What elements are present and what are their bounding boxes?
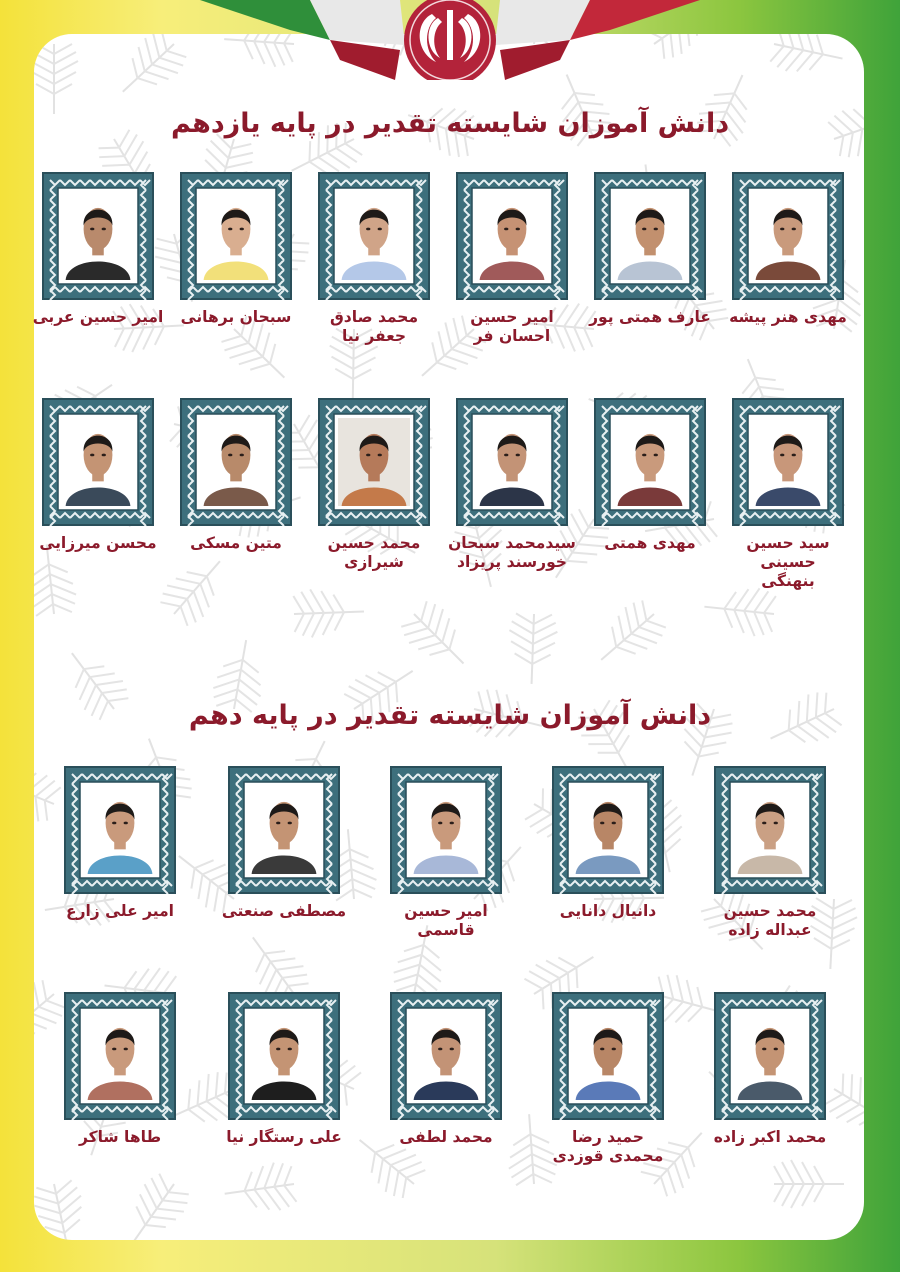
student-photo: [752, 192, 824, 280]
student-name: امیر علی زارع: [65, 902, 174, 920]
student-photo: [476, 418, 548, 506]
student-card: [50, 992, 190, 1147]
photo-frame: [456, 172, 568, 300]
student-photo: [84, 1012, 156, 1100]
student-card: [304, 398, 444, 572]
student-card: [538, 992, 678, 1166]
student-name: امیر حسین احسان فر: [470, 308, 554, 345]
student-card: [376, 992, 516, 1147]
student-card: [166, 172, 306, 327]
photo-frame: [552, 766, 664, 894]
student-name: مهدی هنر پیشه: [729, 308, 847, 326]
student-photo: [248, 1012, 320, 1100]
student-name: محمد حسین عبداله زاده: [723, 902, 817, 939]
student-photo: [200, 192, 272, 280]
photo-frame: [552, 992, 664, 1120]
student-card: [442, 172, 582, 346]
student-name: محسن میرزایی: [39, 534, 157, 552]
photo-frame: [42, 172, 154, 300]
student-card: [700, 992, 840, 1147]
student-photo: [248, 786, 320, 874]
photo-frame: [42, 398, 154, 526]
student-name: سبحان برهانی: [180, 308, 292, 326]
student-name: محمد حسین شیرازی: [327, 534, 421, 571]
student-photo: [734, 1012, 806, 1100]
student-card: [28, 398, 168, 553]
student-photo: [572, 1012, 644, 1100]
photo-frame: [180, 172, 292, 300]
student-card: [718, 172, 858, 327]
student-photo: [410, 1012, 482, 1100]
student-name: سید حسین حسینی بنهنگی: [746, 534, 830, 590]
student-card: [28, 172, 168, 327]
student-card: [50, 766, 190, 921]
student-name: مهدی همتی: [604, 534, 696, 552]
ribbon-emblem: [0, 0, 900, 80]
student-card: [304, 172, 444, 346]
photo-frame: [180, 398, 292, 526]
student-card: [376, 766, 516, 940]
student-card: [214, 992, 354, 1147]
student-name: متین مسکی: [190, 534, 282, 552]
photo-frame: [732, 398, 844, 526]
photo-frame: [456, 398, 568, 526]
student-photo: [614, 192, 686, 280]
student-photo: [476, 192, 548, 280]
photo-frame: [64, 992, 176, 1120]
student-card: [214, 766, 354, 921]
student-photo: [200, 418, 272, 506]
section-title-10th: دانش آموزان شایسته تقدیر در پایه دهم: [188, 700, 712, 731]
photo-frame: [714, 766, 826, 894]
student-name: طاها شاکر: [78, 1128, 162, 1146]
photo-frame: [390, 992, 502, 1120]
student-card: [580, 398, 720, 553]
section-title-11th: دانش آموزان شایسته تقدیر در پایه یازدهم: [170, 108, 730, 139]
student-name: حمید رضا محمدی قوزدی: [552, 1128, 664, 1165]
student-photo: [84, 786, 156, 874]
student-photo: [62, 418, 134, 506]
student-photo: [614, 418, 686, 506]
student-name: امیر حسین عربی: [32, 308, 164, 326]
student-photo: [338, 192, 410, 280]
photo-frame: [714, 992, 826, 1120]
photo-frame: [64, 766, 176, 894]
student-card: [718, 398, 858, 591]
photo-frame: [228, 992, 340, 1120]
student-name: امیر حسین قاسمی: [404, 902, 488, 939]
student-name: محمد لطفی: [399, 1128, 493, 1146]
student-photo: [410, 786, 482, 874]
student-name: محمد اکبر زاده: [713, 1128, 827, 1146]
student-name: محمد صادق جعفر نیا: [329, 308, 419, 345]
photo-frame: [594, 398, 706, 526]
student-card: [166, 398, 306, 553]
photo-frame: [318, 398, 430, 526]
student-name: علی رستگار نیا: [226, 1128, 342, 1146]
student-card: [580, 172, 720, 327]
photo-frame: [594, 172, 706, 300]
photo-frame: [732, 172, 844, 300]
student-photo: [572, 786, 644, 874]
student-card: [442, 398, 582, 572]
student-photo: [338, 418, 410, 506]
photo-frame: [318, 172, 430, 300]
student-name: دانیال دانایی: [559, 902, 657, 920]
student-card: [538, 766, 678, 921]
student-photo: [752, 418, 824, 506]
student-name: مصطفی صنعتی: [221, 902, 347, 920]
photo-frame: [228, 766, 340, 894]
student-photo: [62, 192, 134, 280]
student-name: سیدمحمد سبحان خورسند پریزاد: [448, 534, 576, 571]
student-photo: [734, 786, 806, 874]
student-card: [700, 766, 840, 940]
photo-frame: [390, 766, 502, 894]
student-name: عارف همتی پور: [589, 308, 711, 326]
